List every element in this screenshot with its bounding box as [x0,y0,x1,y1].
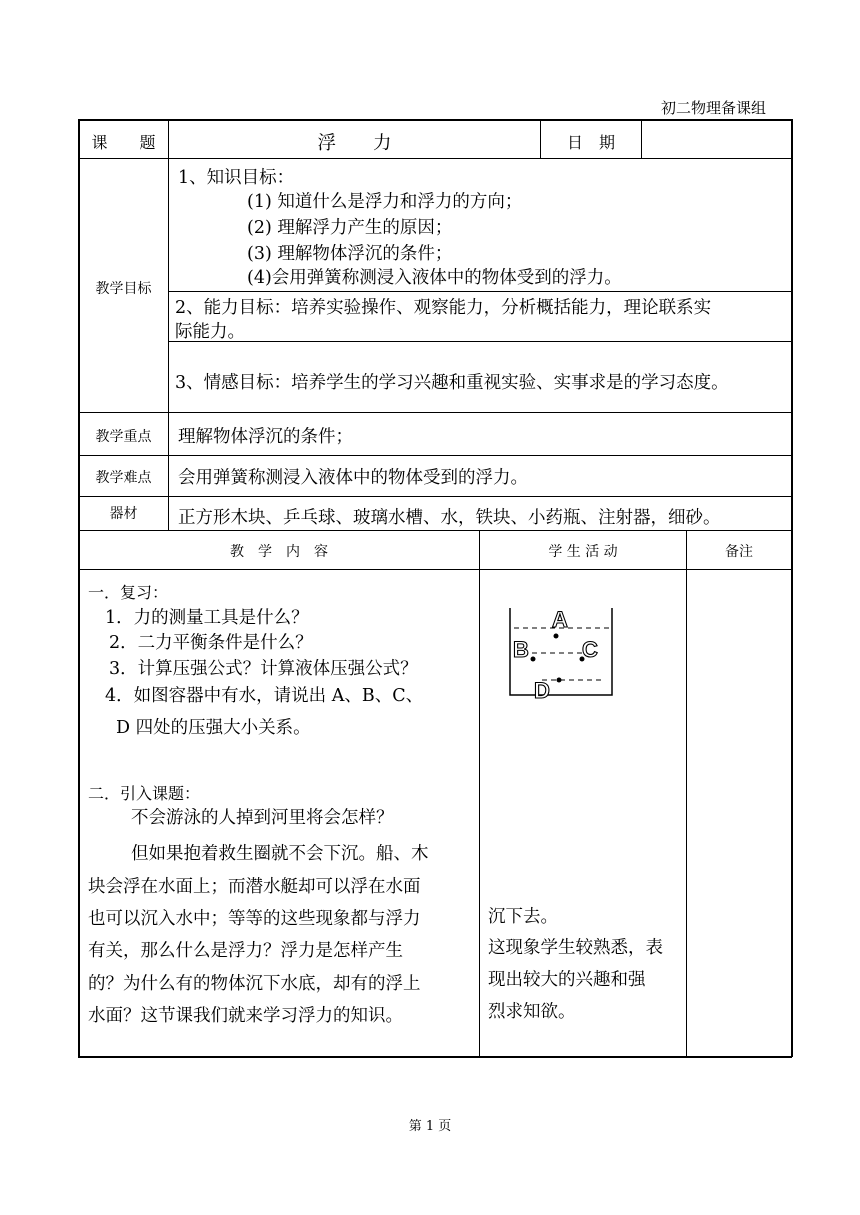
group-header: 初二物理备课组 [660,99,766,117]
point-a-dot [554,634,559,639]
focus-label: 教学重点 [95,429,152,445]
content-column-header: 教 学 内 容 [230,544,328,560]
intro-line: 的？为什么有的物体沉下水底，却有的浮上 [88,974,421,994]
ability-goal: 2、能力目标：培养实验操作、观察能力，分析概括能力，理论联系实 [175,298,712,318]
review-item: 1．力的测量工具是什么？ [105,608,309,628]
intro-line: 有关，那么什么是浮力？浮力是怎样产生 [88,941,403,961]
ability-goal-cont: 际能力。 [175,322,245,342]
knowledge-item: (1) 知道什么是浮力和浮力的方向； [247,192,523,212]
difficulty-value: 会用弹簧称测浸入液体中的物体受到的浮力。 [178,468,528,488]
review-item: 2．二力平衡条件是什么？ [109,633,313,653]
label-c: C [582,637,598,662]
page-number: 第 1 页 [408,1119,452,1134]
intro-title: 二．引入课题： [88,784,201,803]
intro-line: 水面？这节课我们就来学习浮力的知识。 [88,1006,403,1026]
knowledge-item: (4)会用弹簧称测浸入液体中的物体受到的浮力。 [247,268,622,288]
topic-value: 浮 力 [317,133,392,154]
review-item: D 四处的压强大小关系。 [116,718,311,738]
knowledge-item: (2) 理解浮力产生的原因； [247,218,453,238]
activity-line: 沉下去。 [488,907,558,927]
intro-line: 块会浮在水面上；而潜水艇却可以浮在水面 [88,877,421,897]
review-item: 3．计算压强公式？计算液体压强公式？ [109,659,418,679]
notes-column-header: 备注 [725,544,753,560]
activity-line: 这现象学生较熟悉，表 [488,938,663,958]
activity-line: 现出较大的兴趣和强 [488,970,646,990]
point-b-dot [531,657,536,662]
equipment-label: 器材 [109,506,138,522]
intro-line: 也可以沉入水中；等等的这些现象都与浮力 [88,909,421,929]
goals-label: 教学目标 [95,281,152,297]
knowledge-title: 1、知识目标： [178,168,295,188]
container-figure [500,600,620,705]
point-d-dot [557,678,562,683]
label-b: B [513,637,529,662]
intro-line: 但如果抱着救生圈就不会下沉。船、木 [131,844,429,864]
emotion-goal: 3、情感目标：培养学生的学习兴趣和重视实验、实事求是的学习态度。 [175,373,729,393]
difficulty-label: 教学难点 [95,470,152,486]
knowledge-item: (3) 理解物体浮沉的条件； [247,244,453,264]
label-a: A [552,607,568,632]
activity-line: 烈求知欲。 [488,1002,576,1022]
label-d: D [534,678,550,703]
intro-line: 不会游泳的人掉到河里将会怎样？ [131,808,394,828]
equipment-value: 正方形木块、乒乓球、玻璃水槽、水，铁块、小药瓶、注射器，细砂。 [178,508,721,528]
focus-value: 理解物体浮沉的条件； [178,427,353,447]
review-title: 一．复习： [88,583,169,602]
review-item: 4．如图容器中有水，请说出 A、B、C、 [105,686,424,706]
date-label: 日 期 [566,133,615,152]
activity-column-header: 学 生 活 动 [548,544,618,560]
topic-label: 课 题 [91,133,156,152]
